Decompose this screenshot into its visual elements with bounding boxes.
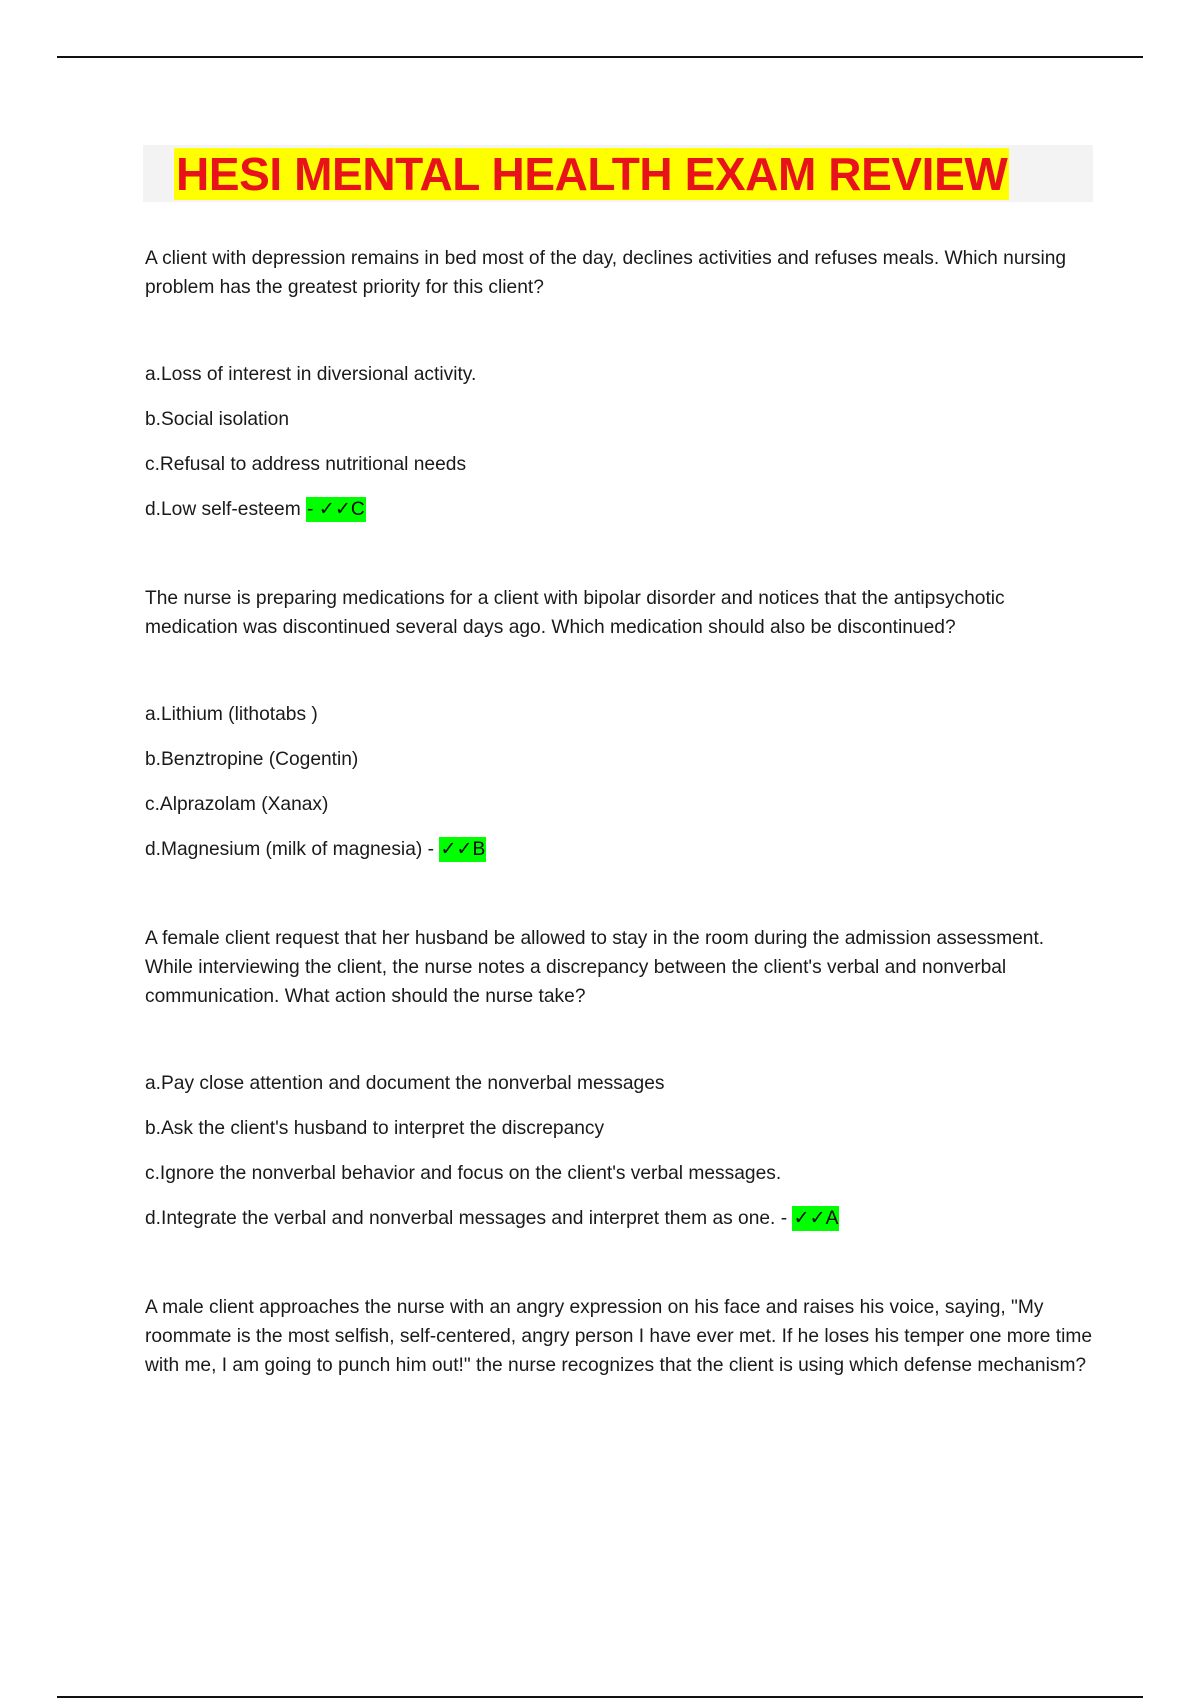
option-a: a.Pay close attention and document the nonverbal messages	[145, 1073, 665, 1094]
option-a: a.Loss of interest in diversional activity.	[145, 364, 477, 385]
option-d-text: d.Magnesium (milk of magnesia) -	[145, 839, 440, 860]
question-text: A male client approaches the nurse with an angry expression on his face and raises his voice, saying, "My roommate is the most selfish, self-centered, angry person I have ever met. If he loses his temper one more time with me, I am going to punch him out!" the nurse recognizes that the client is using which defense mechanism?	[145, 1297, 1092, 1376]
option-b: b.Social isolation	[145, 409, 289, 430]
answer-key-badge: ✓✓A	[793, 1208, 839, 1229]
option-b: b.Ask the client's husband to interpret the discrepancy	[145, 1118, 605, 1139]
option-a: a.Lithium (lithotabs )	[145, 704, 318, 725]
question-block-4	[145, 1293, 1095, 1380]
option-c: c.Refusal to address nutritional needs	[145, 454, 467, 475]
option-b: b.Benztropine (Cogentin)	[145, 749, 359, 770]
option-c: c.Alprazolam (Xanax)	[145, 794, 329, 815]
option-c: c.Ignore the nonverbal behavior and focus on the client's verbal messages.	[145, 1163, 782, 1184]
option-d	[145, 1204, 1095, 1233]
question-text: The nurse is preparing medications for a client with bipolar disorder and notices that the antipsychotic medication was discontinued several days ago. Which medication should also be discontinued?	[145, 588, 1005, 638]
question-text: A female client request that her husband be allowed to stay in the room during the admission assessment. While interviewing the client, the nurse notes a discrepancy between the client's verbal and nonverbal communication. What action should the nurse take?	[145, 928, 1045, 1007]
question-block-3	[145, 924, 1095, 1233]
option-d	[145, 835, 1095, 864]
answer-key-badge: - ✓✓C	[307, 499, 365, 520]
question-block-2	[145, 584, 1095, 864]
document-title: HESI MENTAL HEALTH EXAM REVIEW	[176, 148, 1008, 200]
option-list	[145, 700, 1095, 864]
question-text: A client with depression remains in bed most of the day, declines activities and refuses meals. Which nursing problem has the greatest priority for this client?	[145, 248, 1067, 298]
question-block-1	[145, 244, 1095, 524]
option-list	[145, 1069, 1095, 1233]
document-body	[145, 244, 1095, 1440]
option-d-text: d.Integrate the verbal and nonverbal messages and interpret them as one. -	[145, 1208, 793, 1229]
option-list	[145, 360, 1095, 524]
answer-key-badge: ✓✓B	[440, 839, 486, 860]
bottom-rule	[57, 1696, 1143, 1698]
option-d-text: d.Low self-esteem	[145, 499, 307, 520]
option-d	[145, 495, 1095, 524]
top-rule	[57, 56, 1143, 58]
